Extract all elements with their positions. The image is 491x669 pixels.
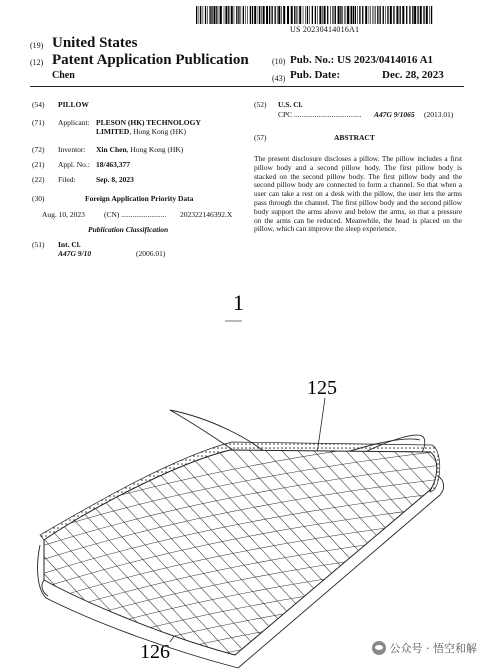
barcode-bar [213,6,215,24]
barcode-bar [296,6,297,24]
barcode-bar [266,6,268,24]
applicant-place: , Hong Kong (HK) [129,127,187,136]
barcode-bar [359,6,360,24]
inventor-line [96,145,183,154]
barcode-bar [283,6,285,24]
barcode-bar [247,6,248,24]
barcode-bar [231,6,233,24]
barcode-bar [258,6,259,24]
tag-12: (12) [30,58,44,67]
barcode-bar [309,6,310,24]
barcode-bar [219,6,220,24]
barcode-bar [277,6,278,24]
barcode-bar [414,6,416,24]
barcode-bar [330,6,331,24]
barcode-bar [383,6,384,24]
f72-code: (72) [32,145,45,154]
barcode-number: US 20230414016A1 [290,25,360,34]
barcode-bar [417,6,418,24]
barcode-bar [390,6,392,24]
applicant-line-2 [96,127,186,136]
barcode-bar [377,6,378,24]
barcode-bar [344,6,345,24]
barcode-bar [278,6,280,24]
barcode-bar [315,6,316,24]
barcode-bar [351,6,352,24]
barcode-bar [224,6,225,24]
barcode-bar [243,6,244,24]
barcode-bar [338,6,340,24]
barcode-bar [340,6,341,24]
barcode-bar [322,6,323,24]
barcode-bar [365,6,367,24]
barcode-bar [274,6,275,24]
barcode-bar [252,6,253,24]
barcode-bar [353,6,354,24]
inventor-short: Chen [52,70,75,81]
barcode-bar [385,6,386,24]
quilt-line [468,410,480,669]
barcode-bar [211,6,212,24]
barcode-bar [287,6,289,24]
barcode-bar [312,6,313,24]
barcode-bar [369,6,370,24]
appl-no: 18/463,377 [96,160,130,169]
priority-title: Foreign Application Priority Data [85,194,194,203]
barcode-bar [409,6,410,24]
watermark [372,640,478,656]
barcode-bar [291,6,293,24]
quilt-line [20,410,40,669]
quilt-line [436,410,480,669]
quilt-line [452,410,480,669]
f22-code: (22) [32,175,45,184]
inventor-name: Xin Chen [96,145,127,154]
barcode-bar [254,6,256,24]
barcode-bar [347,6,349,24]
barcode-bar [350,6,351,24]
f52-code: (52) [254,100,267,109]
barcode-bar [317,6,318,24]
f57-code: (57) [254,133,267,142]
barcode-bar [412,6,413,24]
tag-43: (43) [272,74,286,83]
figure-number: 1 [233,290,244,315]
barcode-bar [281,6,282,24]
barcode-bar [333,6,334,24]
barcode-bar [362,6,363,24]
barcode-bar [319,6,321,24]
barcode-bar [346,6,347,24]
int-cl-year: (2006.01) [136,249,166,258]
cpc-class: A47G 9/1065 [374,110,415,119]
int-cl-label: Int. Cl. [58,240,81,249]
quilt-line [20,410,24,669]
wechat-icon [372,641,386,655]
applicant-name-1: PLESON (HK) TECHNOLOGY [96,118,201,127]
priority-number: 202322146392.X [180,210,233,219]
filed-label: Filed: [58,175,76,184]
barcode-bar [228,6,229,24]
barcode-bar [216,6,217,24]
barcode-bar [426,6,428,24]
barcode [196,6,436,24]
publication-type: Patent Application Publication [52,52,249,68]
barcode-bar [269,6,270,24]
barcode-bar [429,6,430,24]
f21-code: (21) [32,160,45,169]
barcode-bar [294,6,295,24]
barcode-bar [355,6,356,24]
f71-code: (71) [32,118,45,127]
barcode-bar [393,6,394,24]
barcode-bar [400,6,401,24]
barcode-bar [327,6,328,24]
barcode-bar [303,6,304,24]
barcode-bar [423,6,424,24]
barcode-bar [234,6,235,24]
barcode-bar [406,6,407,24]
barcode-bar [241,6,242,24]
abstract-title: ABSTRACT [334,133,375,142]
inventor-place: , Hong Kong (HK) [126,145,184,154]
tag-19: (19) [30,41,44,50]
pub-class-title: Publication Classification [88,225,169,234]
barcode-bar [373,6,374,24]
abstract-text: The present disclosure discloses a pillow. The pillow includes a first pillow body and a second pillow body. The first pillow body is stacked on the second pillow body. The first pillow body and the second pillow body are connected to form a channel. So that when a user can take a rest on a desk with the pillow, the user lets the arms pass through the channel. The first pillow body and the second pillow body support the arms above and below the arms, so that a pressure on the arms can be reduced. Meanwhile, the head is placed on the pillow, which can improve the sleep experience. [254,154,462,234]
barcode-bar [387,6,388,24]
priority-country: (CN) ........................ [104,210,167,219]
barcode-bar [245,6,246,24]
int-cl-class: A47G 9/10 [58,249,92,258]
f30-code: (30) [32,194,45,203]
barcode-bar [380,6,381,24]
appl-no-label: Appl. No.: [58,160,90,169]
barcode-bar [375,6,376,24]
publication-number: Pub. No.: US 2023/0414016 A1 [290,54,434,66]
barcode-bar [396,6,398,24]
barcode-bar [335,6,336,24]
f51-code: (51) [32,240,45,249]
f54-code: (54) [32,100,45,109]
publication-date: Dec. 28, 2023 [382,69,444,81]
inventor-label: Inventor: [58,145,86,154]
barcode-bar [402,6,404,24]
barcode-bar [261,6,262,24]
barcode-bar [370,6,371,24]
barcode-bar [225,6,227,24]
barcode-bar [305,6,306,24]
barcode-bar [420,6,422,24]
barcode-bar [374,6,375,24]
publication-date-label: Pub. Date: [290,69,341,81]
barcode-bar [431,6,432,24]
title: PILLOW [58,100,89,109]
applicant-name-2: LIMITED [96,127,130,136]
barcode-bar [196,6,197,24]
barcode-bar [272,6,273,24]
us-cl-label: U.S. Cl. [278,100,303,109]
barcode-bar [259,6,260,24]
barcode-bar [220,6,222,24]
header-rule [30,86,464,87]
watermark-text: 公众号 · 悟空和解 [389,642,477,655]
ref-label-126: 126 [140,641,170,663]
country: United States [52,35,138,51]
barcode-bar [342,6,343,24]
filed-date: Sep. 8, 2023 [96,175,134,184]
barcode-bar [205,6,206,24]
barcode-bar [203,6,204,24]
barcode-bar [324,6,326,24]
barcode-bar [236,6,237,24]
barcode-bar [332,6,333,24]
barcode-bar [207,6,208,24]
barcode-bar [200,6,201,24]
barcode-bar [199,6,200,24]
applicant-label: Applicant: [58,118,90,127]
cpc-year: (2013.01) [424,110,454,119]
barcode-bar [357,6,358,24]
barcode-bar [299,6,301,24]
barcode-bar [263,6,265,24]
barcode-bar [238,6,239,24]
barcode-bar [209,6,210,24]
barcode-bar [250,6,251,24]
ref-label-125: 125 [307,377,337,399]
patent-figure-pillow [20,290,480,669]
barcode-bar [298,6,299,24]
cpc-label: CPC .................................... [278,110,362,119]
pillow-top-surface [44,450,437,655]
priority-date: Aug. 10, 2023 [42,210,85,219]
tag-10: (10) [272,57,286,66]
barcode-bar [307,6,308,24]
